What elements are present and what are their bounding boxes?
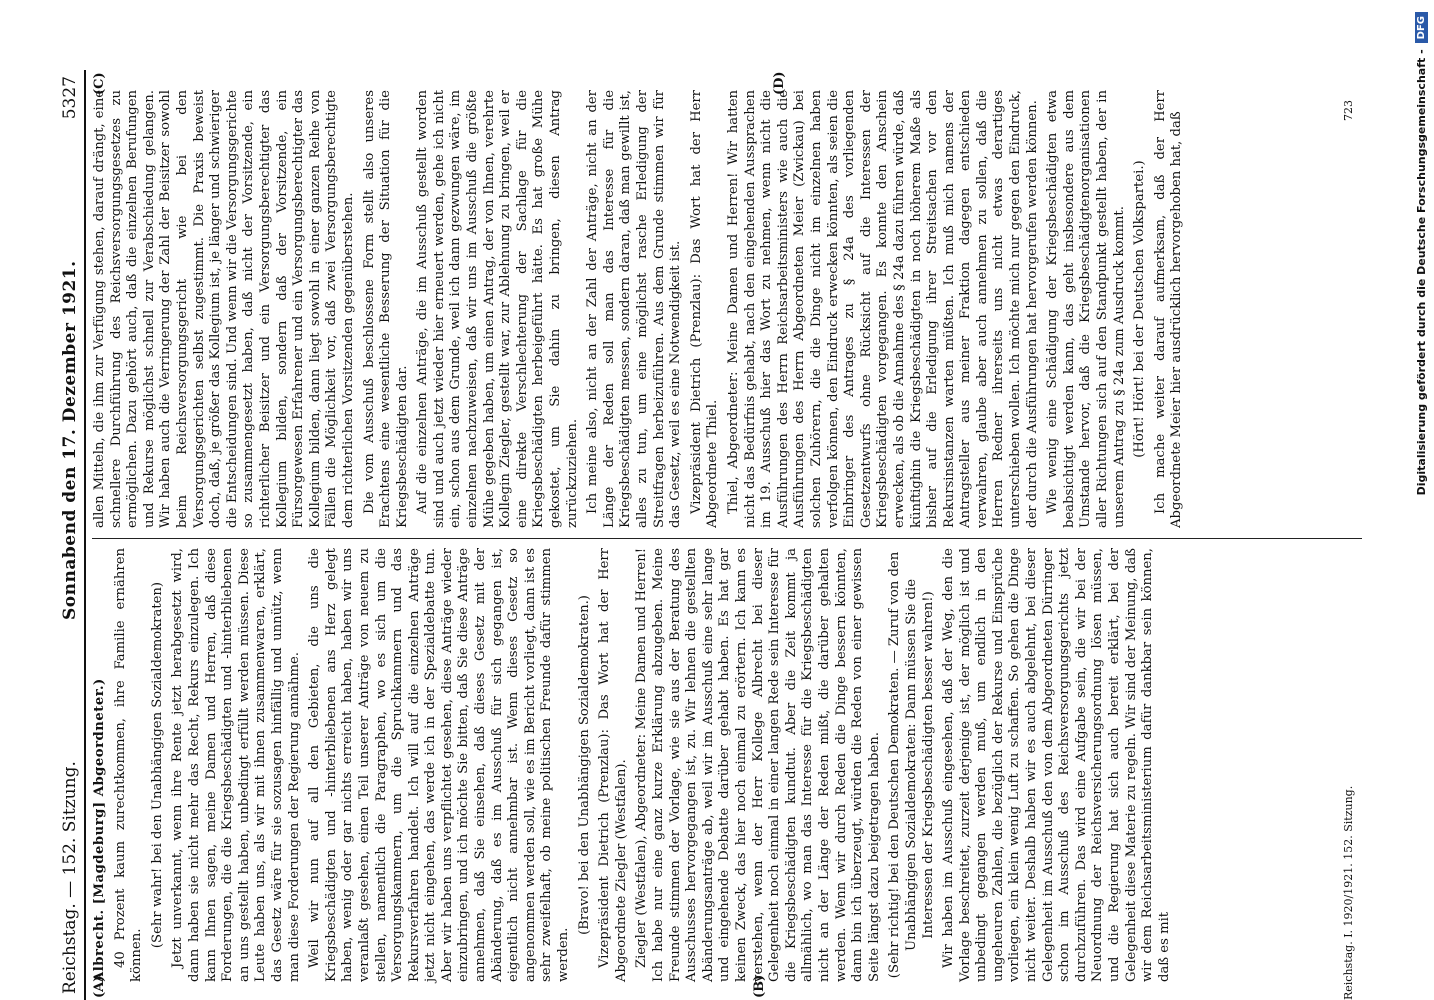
interjection: (Hört! Hört! bei der Deutschen Volkspartei.) bbox=[1132, 160, 1148, 458]
paragraph: Ziegler (Westfalen), Abgeordneter: Meine Damen und Herren! Ich habe nur eine ganz kurze Erklärung abzugeben. Meine Freunde stimmen der Vorlage, wie sie aus der Beratung des Ausschusses hervorgegangen ist, zu. Wir lehnen die gestellten Abänderungsanträge ab, weil wir im Ausschuß eine sehr lange und eingehende Debatte darüber gehabt haben. Es hat gar keinen Zweck, das hier noch einmal zu erörtern. Ich kann es verstehen, wenn der Herr Kollege Albrecht bei dieser Gelegenheit noch einmal in einer langen Rede sein Interesse für die Kriegsbeschädigten kundtut. Aber die Zeit kommt ja allmählich, wo man das Interesse für die Kriegsbeschädigten nicht an der Länge der Reden mißt, die darüber gehalten werden. Wenn wir durch Reden die Dinge bessern könnten, dann bin ich überzeugt, würden die Reden von einer gewissen Seite längst dazu beigetragen haben. bbox=[634, 548, 882, 982]
paragraph: allen Mitteln, die ihm zur Verfügung stehen, darauf drängt, eine schnellere Durchführung des Reichsversorgungsgesetzes zu ermöglichen. Dazu gehört auch, daß die einzelnen Berufungen und Rekurse möglichst schnell zur Verabschiedung gelangen. Wir haben auch die Verringerung der Zahl der Beisitzer sowohl beim Reichsversorgungsgericht wie bei den Versorgungsgerichten selbst zugestimmt. Die Praxis beweist doch, daß, je größer das Kollegium ist, je länger und schwieriger die Entscheidungen sind. Und wenn wir die Versorgungsgerichte so zusammengesetzt haben, daß nicht der Vorsitzende, ein richterlicher Beisitzer und ein Versorgungsberechtigter das Kollegium bilden, sondern daß der Vorsitzende, ein Fürsorgewesen Erfahrener und ein Versorgungsberechtigter das Kollegium bilden, dann liegt sowohl in einer ganzen Reihe von Fällen die Möglichkeit vor, daß zwei Versorgungsberechtigte dem richterlichen Vorsitzenden gegenüberstehen. bbox=[92, 90, 356, 528]
interjection: (Sehr wahr! bei den Unabhängigen Sozialdemokraten) bbox=[149, 581, 165, 949]
speaker-line: Albrecht. [Magdeburg] Abgeordneter.) bbox=[92, 678, 107, 982]
page-footer: Reichstag. I. 1920/1921. 152. Sitzung. bbox=[1342, 785, 1356, 1000]
paragraph: Vizepräsident Dietrich (Prenzlau): Das Wort hat der Herr Abgeordnete Thiel. bbox=[688, 90, 721, 528]
right-column bbox=[92, 70, 1362, 528]
digitization-sidebar bbox=[1408, 0, 1434, 1000]
paragraph: Jetzt unverkannt, wenn ihre Rente jetzt herabgesetzt wird, dann haben sie nicht mehr das Recht, Rekurs einzulegen. Ich kann Ihnen sagen, meine Damen und Herren, daß diese Forderungen, die die Kriegsbeschädigten und -hinterbliebenen an uns gestellt haben, unbedingt erfüllt werden müssen. Diese Leute haben uns, als wir mit ihnen zusammenwaren, erklärt, das Gesetz wäre für sie sozusagen hinfällig und unnütz, wenn man diese Forderungen der Regierung annähme. bbox=[170, 548, 302, 982]
page-header bbox=[50, 70, 86, 1000]
paragraph: Die vom Ausschuß beschlossene Form stellt also unseres Erachtens eine wesentliche Besserung der Situation für die Kriegsbeschädigten dar. bbox=[361, 90, 410, 528]
paragraph: Thiel, Abgeordneter: Meine Damen und Herren! Wir hatten nicht das Bedürfnis gehabt, nach den eingehenden Aussprachen im 19. Ausschuß hier das Wort zu nehmen, wenn nicht die Ausführungen des Herrn Reichsarbeitsministers wie auch die Ausführungen des Herrn Abgeordneten Meier (Zwickau) bei solchen Zuhörern, die die Dinge nicht im einzelnen haben verfolgen können, den Eindruck erwecken könnten, als seien die Einbringer des Antrages zu § 24a des vorliegenden Gesetzentwurfs ohne Rücksicht auf die Interessen der Kriegsbeschädigten vorgegangen. Es konnte den Anschein erwecken, als ob die Annahme des § 24a dazu führen würde, daß künftighin die Kriegsbeschädigten in noch höherem Maße als bisher auf die Erledigung ihrer Streitsachen vor den Rekursinstanzen warten müßten. Ich muß mich namens der Antragsteller aus meiner Fraktion dagegen entschieden verwahren, glaube aber auch annehmen zu sollen, daß die Herren Redner ihrerseits uns nicht etwas derartiges unterschieben wollen. Ich möchte mich nur gegen den Eindruck, der durch die Ausführungen hat hervorgerufen werden können. bbox=[725, 90, 1040, 528]
margin-marker-a: (A) bbox=[92, 975, 107, 998]
interjection: (Sehr richtig! bei den Deutschen Demokraten. — Zuruf von den Unabhängigen Sozialdemokraten: Dann müssen Sie die Interessen der Kriegsbeschädigten besser wahren!) bbox=[887, 551, 936, 979]
paragraph: Auf die einzelnen Anträge, die im Ausschuß gestellt worden sind und auch jetzt wieder hier erneuert werden, gehe ich nicht ein, schon aus dem Grunde, weil ich dann gezwungen wäre, im einzelnen nachzuweisen, daß wir uns im Ausschuß die größte Mühe gegeben haben, um einen Antrag, der von Ihnen, verehrte Kollegin Ziegler, gestellt war, zur Ablehnung zu bringen, weil er eine direkte Verschlechterung der Sachlage für die Kriegsbeschädigten herbeigeführt hätte. Es hat große Mühe gekostet, um Sie dahin zu bringen, diesen Antrag zurückzuziehen. bbox=[415, 90, 580, 528]
paragraph: Wir haben im Ausschuß eingesehen, daß der Weg, den die Vorlage beschreitet, zurzeit derjenige ist, der möglich ist und unbedingt gegangen werden muß, um endlich in den ungeheuren Zahlen, die bezüglich der Rekurse und Einsprüche vorliegen, ein klein wenig Luft zu schaffen. So gehen die Dinge nicht weiter. Deshalb haben wir es auch abgelehnt, bei dieser Gelegenheit im Ausschuß den von dem Abgeordneten Dürringer schon im Ausschuß des Reichsversorgungsgerichts jetzt durchzuführen. Das wird eine Aufgabe sein, die wir bei der Neuordnung der Reichsversicherungsordnung lösen müssen, und die Regierung hat sich auch bereit erklärt, bei der Gelegenheit diese Materie zu regeln. Wir sind der Meinung, daß wir dem Reichsarbeitsministerium dafür dankbar sein können, daß es mit bbox=[941, 548, 1172, 982]
margin-marker-c: (C) bbox=[92, 72, 107, 95]
scanned-page bbox=[50, 70, 1370, 1000]
page-number: 5327 bbox=[60, 76, 80, 120]
interjection: (Bravo! bei den Unabhängigen Sozialdemokraten.) bbox=[576, 595, 592, 935]
page-mark: 723 bbox=[1342, 100, 1356, 121]
left-column bbox=[92, 548, 1362, 1000]
text-columns bbox=[92, 70, 1362, 1000]
paragraph: Weil wir nun auf all den Gebieten, die uns die Kriegsbeschädigten und -hinterbliebenen ans Herz gelegt haben, wenig oder gar nichts erreicht haben, haben wir uns veranlaßt gesehen, einen Teil unserer Anträge von neuem zu stellen, namentlich die Paragraphen, wo es sich um die Versorgungskammern, um die Spruchkammern und das Rekursverfahren handelt. Ich will auf die einzelnen Anträge jetzt nicht eingehen, das werde ich in der Spezialdebatte tun. Aber wir haben uns verpflichtet gesehen, diese Anträge wieder einzubringen, und ich möchte Sie bitten, daß Sie diese Anträge annehmen, daß Sie einsehen, daß dieses Gesetz mit der Abänderung, daß es im Ausschuß für sich gegangen ist, eigentlich nicht annehmbar ist. Wenn dieses Gesetz so angenommen werden soll, wie es im Bericht vorliegt, dann ist es sehr zweifelhaft, ob meine politischen Freunde dafür stimmen werden. bbox=[307, 548, 572, 982]
column-divider bbox=[92, 538, 1362, 539]
dfg-logo: DFG bbox=[1415, 12, 1428, 43]
paragraph: 40 Prozent kaum zurechtkommen, ihre Familie ernähren können. bbox=[112, 548, 145, 982]
paragraph: Ich meine also, nicht an der Zahl der Anträge, nicht an der Länge der Reden soll man das Interesse für die Kriegsbeschädigten messen, sondern daran, daß man gewillt ist, alles zu tun, um eine möglichst rasche Erledigung der Streitfragen herbeizuführen. Aus dem Grunde stimmen wir für das Gesetz, weil es eine Notwendigkeit ist. bbox=[585, 90, 684, 528]
paragraph: Ich mache weiter darauf aufmerksam, daß der Herr Abgeordnete Meier hier ausdrücklich hervorgehoben hat, daß bbox=[1152, 90, 1185, 528]
header-left: Reichstag. — 152. Sitzung. bbox=[60, 761, 80, 994]
paragraph: Vizepräsident Dietrich (Prenzlau): Das Wort hat der Herr Abgeordnete Ziegler (Westfalen). bbox=[597, 548, 629, 982]
margin-marker-d: (D) bbox=[772, 71, 787, 95]
margin-marker-b: (B) bbox=[752, 974, 767, 998]
sidebar-text: Digitalisierung gefördert durch die Deutsche Forschungsgemeinschaft - bbox=[1414, 49, 1428, 496]
paragraph: Wie wenig eine Schädigung der Kriegsbeschädigten etwa beabsichtigt werden kann, das geht insbesondere aus dem Umstande hervor, daß die Kriegsbeschädigtenorganisationen aller Richtungen sich auf den Standpunkt gestellt haben, der in unserem Antrag zu § 24a zum Ausdruck kommt. bbox=[1045, 90, 1127, 528]
header-date: Sonnabend den 17. Dezember 1921. bbox=[60, 260, 80, 620]
